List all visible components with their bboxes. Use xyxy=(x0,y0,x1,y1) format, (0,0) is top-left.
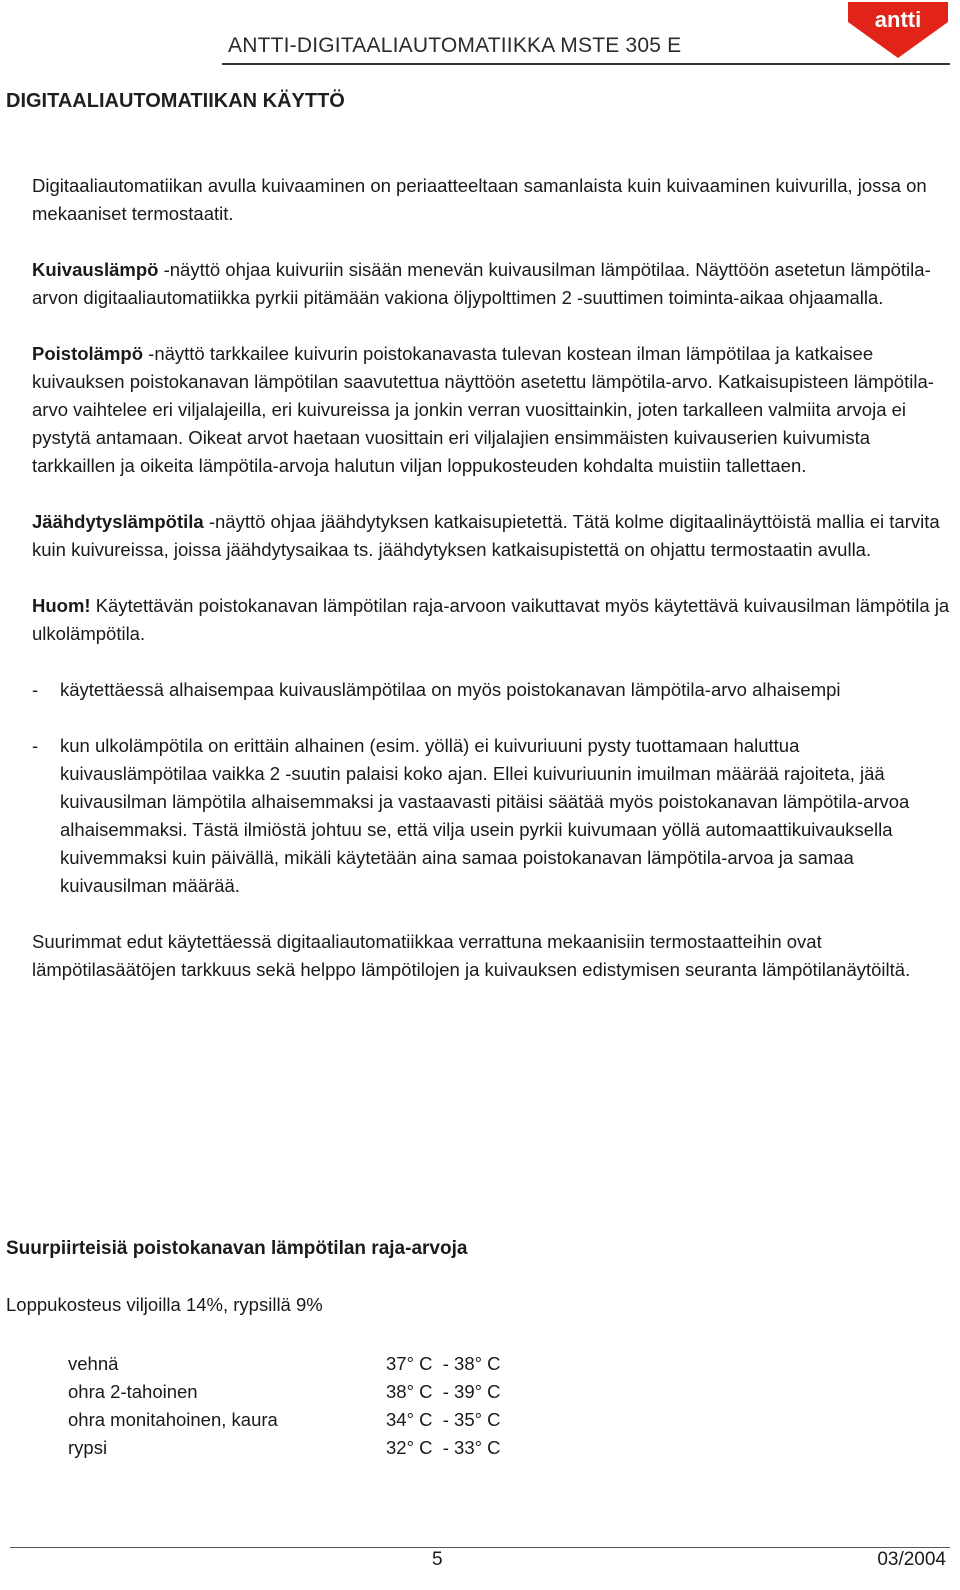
logo-text: antti xyxy=(874,7,922,32)
page-number: 5 xyxy=(432,1549,443,1570)
range-cell: 37° C - 38° C xyxy=(386,1353,501,1374)
jaahdytys-term: Jäähdytyslämpötila xyxy=(32,511,204,532)
footer-date: 03/2004 xyxy=(877,1549,946,1570)
table-row xyxy=(68,1434,501,1462)
crop-cell: ohra monitahoinen, kaura xyxy=(68,1409,278,1430)
jaahdytys-text: -näyttö ohjaa jäähdytyksen katkaisupietettä. Tätä kolme digitaalinäyttöistä mallia ei tarvita kuin kuivureissa, joissa jäähdytysaikaa ts. jäähdytyksen katkaisupistettä on ohjattu termostaatin avulla. xyxy=(32,511,940,560)
footer-rule xyxy=(10,1547,950,1548)
kuivauslampo-paragraph xyxy=(32,256,950,312)
crop-cell: rypsi xyxy=(68,1437,108,1458)
table-row xyxy=(68,1350,501,1378)
range-cell: 32° C - 33° C xyxy=(386,1437,501,1458)
body-text xyxy=(32,172,950,1012)
huom-text: Käytettävän poistokanavan lämpötilan raja-arvoon vaikuttavat myös käytettävä kuivausilman lämpötila ja ulkolämpötila. xyxy=(32,595,950,644)
temperature-table xyxy=(68,1350,501,1462)
table-row xyxy=(68,1406,501,1434)
range-cell: 34° C - 35° C xyxy=(386,1409,501,1430)
bullet-dash: - xyxy=(32,679,39,700)
header-title: ANTTI-DIGITAALIAUTOMATIIKKA MSTE 305 E xyxy=(228,34,682,57)
bullet-item xyxy=(32,676,950,704)
limits-title: Suurpiirteisiä poistokanavan lämpötilan raja-arvoja xyxy=(6,1238,468,1259)
moisture-note: Loppukosteus viljoilla 14%, rypsillä 9% xyxy=(6,1294,323,1315)
bullet-text: kun ulkolämpötila on erittäin alhainen (esim. yöllä) ei kuivuriuuni pysty tuottamaan haluttua kuivauslämpötilaa vaikka 2 -suutin palaisi koko ajan. Ellei kuivuriuunin imuilman määrää rajoiteta, jää kuivausilman lämpötila alhaisemmaksi ja vastaavasti pitäisi säätää myös poistokanavan lämpötila-arvoa alhaisemmaksi. Tästä ilmiöstä johtuu se, että vilja usein pyrkii kuivumaan yöllä automaattikuivauksella kuivemmaksi kuin päivällä, mikäli käytetään aina samaa poistokanavan lämpötila-arvoa ja samaa kuivausilman määrää. xyxy=(60,735,910,896)
section-title: DIGITAALIAUTOMATIIKAN KÄYTTÖ xyxy=(6,90,345,112)
bullet-item xyxy=(32,732,950,900)
poistolampo-text: -näyttö tarkkailee kuivurin poistokanavasta tulevan kostean ilman lämpötilaa ja katkaisee kuivauksen poistokanavan lämpötilan saavutettua näyttöön asetettu lämpötila-arvo. Katkaisupisteen lämpötila-arvo vaihtelee eri viljalajeilla, eri kuivureissa ja jonkin verran vuosittainkin, joten tarkalleen valmiita arvoja ei pystytä antamaan. Oikeat arvot haetaan vuosittain eri viljalajien ensimmäisten kuivauserien kuivumista tarkkaillen ja oikeita lämpötila-arvoja halutun viljan loppukosteuden kohdalta muistiin tallettaen. xyxy=(32,343,934,476)
intro-paragraph: Digitaaliautomatiikan avulla kuivaaminen on periaatteeltaan samanlaista kuin kuivaaminen kuivurilla, jossa on mekaaniset termostaatit. xyxy=(32,175,927,224)
table-row xyxy=(68,1378,501,1406)
jaahdytys-paragraph xyxy=(32,508,950,564)
range-cell: 38° C - 39° C xyxy=(386,1381,501,1402)
summary-paragraph: Suurimmat edut käytettäessä digitaaliautomatiikkaa verrattuna mekaanisiin termostaatteihin ovat lämpötilasäätöjen tarkkuus sekä helppo lämpötilojen ja kuivauksen edistymisen seuranta lämpötilanäytöiltä. xyxy=(32,931,911,980)
bullet-dash: - xyxy=(32,735,39,756)
bullet-text: käytettäessä alhaisempaa kuivauslämpötilaa on myös poistokanavan lämpötila-arvo alhaisempi xyxy=(60,679,841,700)
crop-cell: vehnä xyxy=(68,1353,119,1374)
poistolampo-paragraph xyxy=(32,340,950,480)
poistolampo-term: Poistolämpö xyxy=(32,343,144,364)
huom-term: Huom! xyxy=(32,595,91,616)
crop-cell: ohra 2-tahoinen xyxy=(68,1381,198,1402)
kuivauslampo-text: -näyttö ohjaa kuivuriin sisään menevän kuivausilman lämpötilaa. Näyttöön asetetun lämpötila-arvon digitaaliautomatiikka pyrkii pitämään vakiona öljypolttimen 2 -suuttimen toiminta-aikaa ohjaamalla. xyxy=(32,259,931,308)
antti-logo-icon xyxy=(842,0,954,62)
header-rule xyxy=(222,63,950,65)
kuivauslampo-term: Kuivauslämpö xyxy=(32,259,159,280)
huom-paragraph xyxy=(32,592,950,648)
